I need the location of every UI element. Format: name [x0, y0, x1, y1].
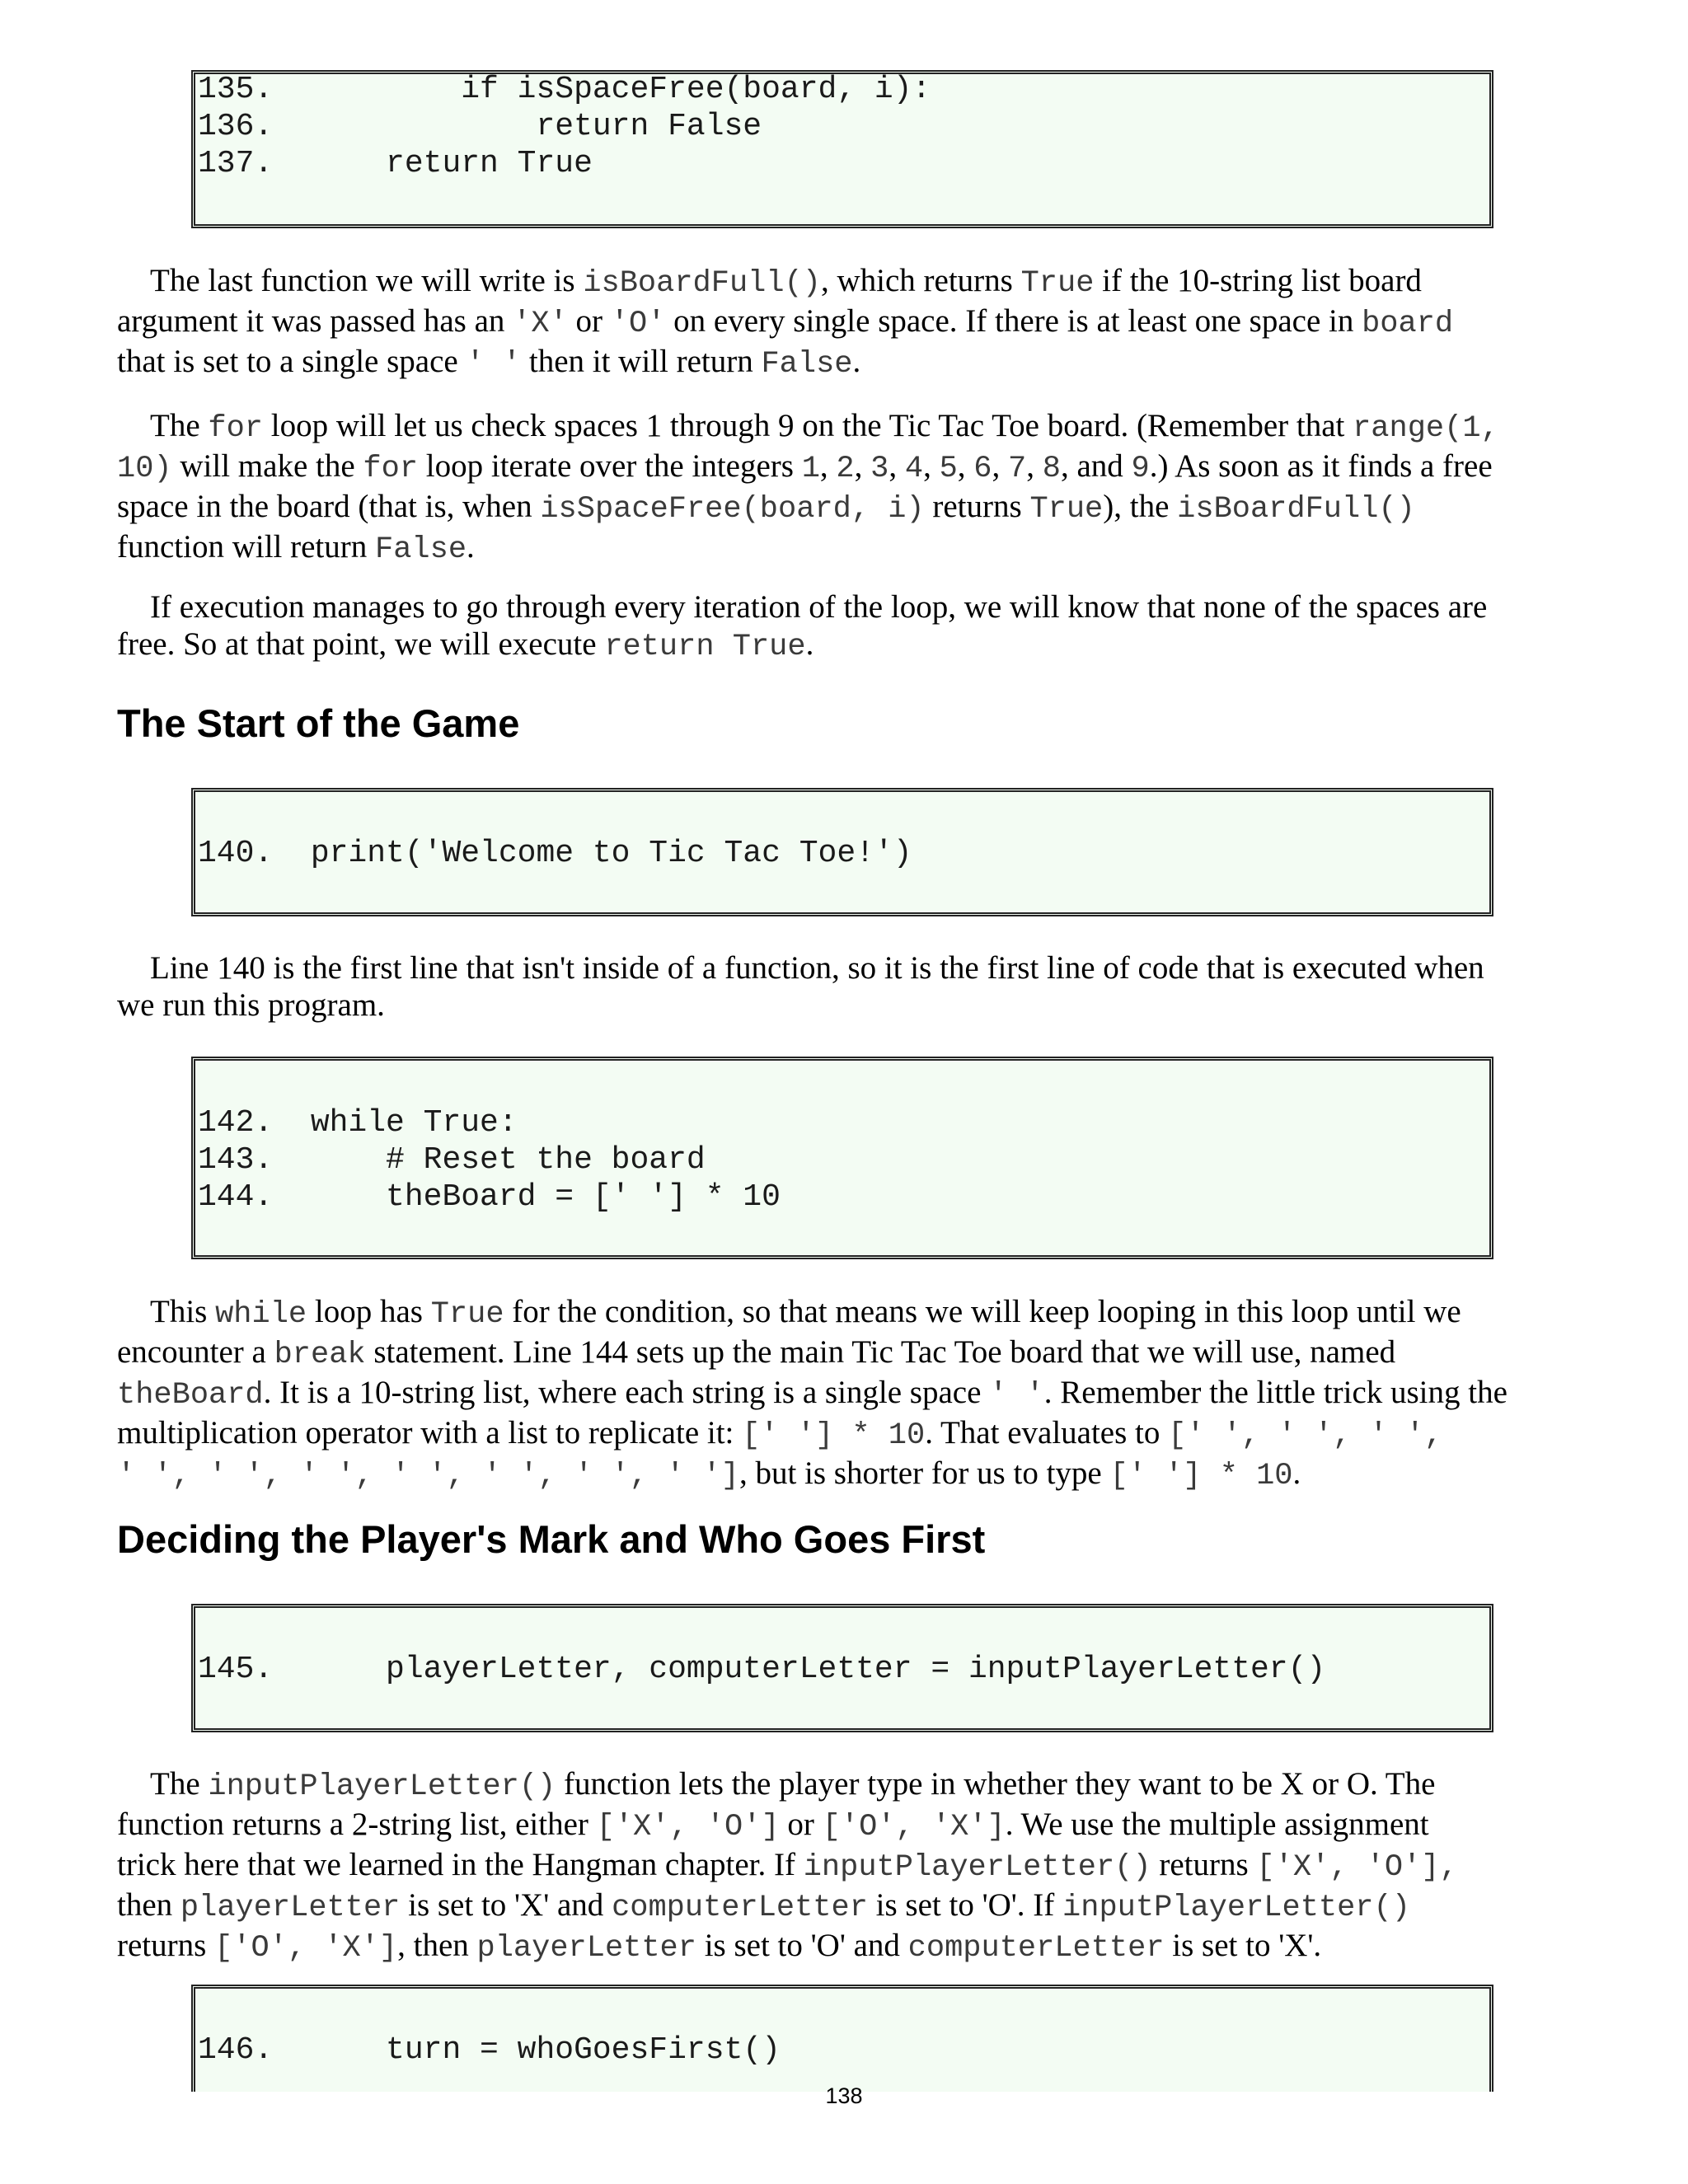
inline-code: ['X', 'O'] — [596, 1810, 780, 1844]
text-run: . We use the multiple assignment — [1005, 1807, 1429, 1842]
page-number: 138 — [825, 2083, 863, 2108]
inline-code: True — [1020, 266, 1095, 301]
text-run: or — [567, 303, 611, 339]
text-run: that is set to a single space — [117, 344, 467, 379]
inline-code: range(1, — [1353, 411, 1499, 446]
text-run: then — [117, 1887, 181, 1923]
inline-code: 'X' — [513, 307, 568, 341]
text-run: returns — [924, 489, 1030, 524]
text-line — [117, 488, 1584, 528]
inline-code: isBoardFull() — [583, 266, 821, 301]
inline-code: inputPlayerLetter() — [1062, 1891, 1410, 1925]
text-run: then it will return — [521, 344, 762, 379]
text-line — [117, 949, 1584, 987]
text-run: , and — [1060, 448, 1132, 484]
text-line — [117, 987, 1584, 1024]
text-run: is set to 'X'. — [1164, 1928, 1322, 1963]
inline-code: inputPlayerLetter() — [208, 1769, 556, 1804]
code-lines — [198, 1104, 781, 1216]
text-run: . — [852, 344, 861, 379]
paragraph-return-true — [117, 588, 1584, 666]
heading-start-of-game: The Start of the Game — [117, 701, 520, 745]
text-run: The last function we will write is — [150, 263, 584, 298]
text-run: will make the — [171, 448, 363, 484]
text-line — [117, 1333, 1584, 1374]
text-run: . — [467, 529, 475, 565]
text-line — [117, 407, 1584, 448]
inline-code: False — [375, 532, 467, 567]
text-run: loop will let us check spaces 1 through 9 on the Tic Tac Toe board. (Remember that — [263, 408, 1353, 443]
text-line — [117, 1806, 1584, 1846]
text-run: , but is shorter for us to type — [738, 1455, 1110, 1491]
code-line: 135. if isSpaceFree(board, i): — [198, 72, 931, 107]
text-run: The — [150, 1766, 209, 1802]
text-line — [117, 1455, 1584, 1495]
inline-code: computerLetter — [907, 1931, 1165, 1966]
text-run: The — [150, 408, 209, 443]
text-run: . — [805, 626, 814, 662]
inline-code: True — [430, 1297, 504, 1332]
inline-code: isSpaceFree(board, i) — [540, 492, 925, 527]
text-run: multiplication operator with a list to replicate it: — [117, 1415, 743, 1451]
text-run: . — [1292, 1455, 1301, 1491]
inline-code: 7 — [1008, 452, 1027, 486]
paragraph-input-player-letter — [117, 1765, 1584, 1967]
text-run: statement. Line 144 sets up the main Tic Tac Toe board that we will use, named — [365, 1334, 1396, 1370]
inline-code: ' ', ' ', ' ', ' ', ' ', ' ', ' '] — [117, 1459, 739, 1493]
text-run: is set to 'O'. If — [867, 1887, 1063, 1923]
text-line — [117, 343, 1584, 383]
text-run: This — [150, 1294, 216, 1329]
text-run: space in the board (that is, when — [117, 489, 541, 524]
text-run: free. So at that point, we will execute — [117, 626, 605, 662]
text-run: , — [1026, 448, 1043, 484]
text-run: loop has — [307, 1294, 431, 1329]
inline-code: 6 — [973, 452, 992, 486]
code-line: 142. while True: — [198, 1105, 518, 1141]
text-run: if the 10-string list board — [1094, 263, 1422, 298]
text-run: returns — [117, 1928, 215, 1963]
inline-code: ['O', 'X'] — [822, 1810, 1006, 1844]
text-line — [117, 588, 1584, 626]
code-line: 144. theBoard = [' '] * 10 — [198, 1179, 781, 1215]
inline-code: ' ' — [466, 347, 522, 382]
inline-code: [' '] * 10 — [1109, 1459, 1293, 1493]
inline-code: break — [274, 1338, 366, 1372]
code-lines — [198, 71, 931, 182]
inline-code: 5 — [939, 452, 958, 486]
code-line: 146. turn = whoGoesFirst() — [198, 2032, 781, 2068]
text-line — [117, 448, 1584, 488]
inline-code: [' ', ' ', ' ', — [1168, 1418, 1443, 1453]
text-line — [117, 626, 1584, 666]
text-line — [117, 1374, 1584, 1414]
text-run: , — [889, 448, 905, 484]
paragraph-line-140 — [117, 949, 1584, 1024]
text-run: encounter a — [117, 1334, 274, 1370]
paragraph-isboardfull — [117, 262, 1584, 383]
inline-code: playerLetter — [180, 1891, 401, 1925]
code-block-135-137 — [191, 70, 1493, 228]
text-run: . That evaluates to — [925, 1415, 1169, 1451]
inline-code: theBoard — [117, 1378, 264, 1413]
text-run: ), the — [1103, 489, 1178, 524]
text-line — [117, 1293, 1584, 1333]
inline-code: computerLetter — [612, 1891, 868, 1925]
inline-code: 8 — [1042, 452, 1061, 486]
text-run: Line 140 is the first line that isn't inside of a function, so it is the first line of code that is executed when — [150, 950, 1484, 986]
inline-code: 4 — [904, 452, 924, 486]
code-lines — [198, 835, 912, 872]
inline-code: return True — [604, 630, 806, 664]
text-run: for the condition, so that means we will keep looping in this loop until we — [504, 1294, 1461, 1329]
code-block-142-144 — [191, 1057, 1493, 1259]
inline-code: True — [1029, 492, 1104, 527]
text-run: loop iterate over the integers — [418, 448, 802, 484]
text-line — [117, 302, 1584, 343]
text-run: function returns a 2-string list, either — [117, 1807, 597, 1842]
code-line: 137. return True — [198, 146, 593, 181]
text-run: . It is a 10-string list, where each string is a single space — [263, 1375, 990, 1410]
text-run: . Remember the little trick using the — [1043, 1375, 1507, 1410]
text-run: function will return — [117, 529, 376, 565]
code-lines — [198, 2032, 781, 2069]
inline-code: ['X', 'O'], — [1256, 1850, 1458, 1885]
text-line — [117, 528, 1584, 569]
code-line: 136. return False — [198, 109, 762, 144]
text-run: , — [992, 448, 1009, 484]
paragraph-for-loop — [117, 407, 1584, 569]
inline-code: ' ' — [989, 1378, 1044, 1413]
text-line — [117, 262, 1584, 302]
text-run: or — [779, 1807, 823, 1842]
code-line: 140. print('Welcome to Tic Tac Toe!') — [198, 836, 912, 871]
text-run: is set to 'O' and — [696, 1928, 908, 1963]
inline-code: board — [1362, 307, 1454, 341]
inline-code: for — [208, 411, 264, 446]
inline-code: 2 — [836, 452, 855, 486]
code-line: 145. playerLetter, computerLetter = inputPlayerLetter() — [198, 1652, 1326, 1687]
text-run: is set to 'X' and — [400, 1887, 612, 1923]
code-lines — [198, 1651, 1325, 1688]
text-run: returns — [1151, 1847, 1257, 1882]
inline-code: 3 — [870, 452, 889, 486]
inline-code: isBoardFull() — [1177, 492, 1415, 527]
text-run: If execution manages to go through every iteration of the loop, we will know that none of the spaces are — [150, 589, 1488, 625]
paragraph-while-loop — [117, 1293, 1584, 1495]
inline-code: inputPlayerLetter() — [803, 1850, 1151, 1885]
inline-code: 10) — [117, 452, 172, 486]
text-run: function lets the player type in whether they want to be X or O. The — [556, 1766, 1436, 1802]
text-run: , — [819, 448, 837, 484]
text-run: , then — [397, 1928, 477, 1963]
text-line — [117, 1886, 1584, 1927]
text-run: trick here that we learned in the Hangman chapter. If — [117, 1847, 804, 1882]
text-run: on every single space. If there is at least one space in — [665, 303, 1362, 339]
text-run: , — [923, 448, 940, 484]
text-run: , — [957, 448, 974, 484]
code-block-145 — [191, 1604, 1493, 1732]
text-run: argument it was passed has an — [117, 303, 513, 339]
code-block-140 — [191, 788, 1493, 916]
code-block-146 — [191, 1985, 1493, 2092]
text-line — [117, 1927, 1584, 1967]
text-run: , which returns — [820, 263, 1021, 298]
code-line: 143. # Reset the board — [198, 1142, 706, 1178]
heading-deciding-mark: Deciding the Player's Mark and Who Goes First — [117, 1517, 986, 1561]
text-line — [117, 1765, 1584, 1806]
inline-code: ['O', 'X'] — [214, 1931, 398, 1966]
inline-code: 1 — [801, 452, 820, 486]
inline-code: playerLetter — [476, 1931, 696, 1966]
inline-code: [' '] * 10 — [742, 1418, 926, 1453]
text-run: .) As soon as it finds a free — [1149, 448, 1493, 484]
text-line — [117, 1846, 1584, 1886]
inline-code: while — [215, 1297, 307, 1332]
inline-code: for — [363, 452, 419, 486]
inline-code: False — [761, 347, 853, 382]
text-line — [117, 1414, 1584, 1455]
text-run: we run this program. — [117, 987, 385, 1023]
inline-code: 9 — [1131, 452, 1150, 486]
text-run: , — [854, 448, 871, 484]
inline-code: 'O' — [610, 307, 666, 341]
